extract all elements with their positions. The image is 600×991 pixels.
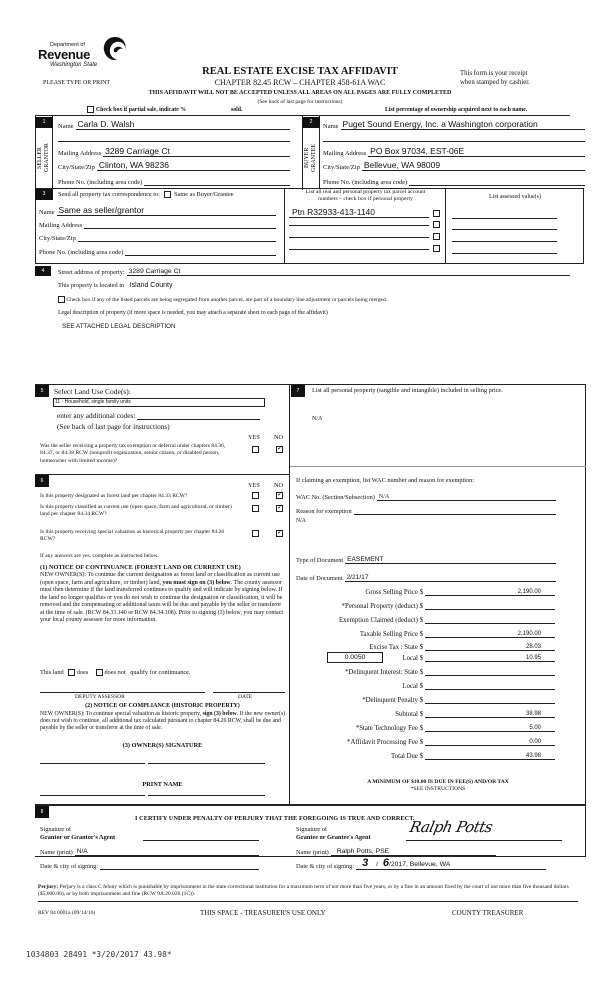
wac-number-value[interactable]: N/A: [377, 494, 556, 501]
buyer-mailing-value[interactable]: PO Box 97034, EST-06E: [368, 146, 585, 157]
ownership-note: List percentage of ownership acquired next to each name.: [385, 107, 528, 113]
land-use-select[interactable]: 11 - Household, single family units: [53, 398, 265, 407]
logo-dept-text: Department of: [50, 42, 85, 48]
buyer-phone-field[interactable]: Phone No. (including area code): [323, 175, 585, 186]
exemption-question: Was the seller receiving a property tax exemption or deferral under chapters 84.36, 84.37, or 84.38 RCW (nonprofit organization, senior citizen, or disabled person, homeowner with limited income)?: [40, 443, 226, 464]
treasurer-stamp: 1034803 28491 *3/20/2017 43.98*: [26, 950, 172, 959]
subtotal-value[interactable]: 38.98: [425, 711, 555, 718]
personal-property-value[interactable]: N/A: [312, 416, 323, 422]
section-4-badge: 4: [35, 266, 51, 276]
seller-phone-value[interactable]: [144, 185, 290, 186]
street-address-value[interactable]: 3289 Carriage Ct: [127, 268, 570, 276]
tax-phone-field[interactable]: Phone No. (including area code): [39, 246, 276, 256]
delinquent-penalty-row[interactable]: *Delinquent Penalty $: [292, 697, 555, 704]
notice-compliance-title: (2) NOTICE OF COMPLIANCE (HISTORIC PROPERTY): [85, 703, 240, 709]
exemption-yes-checkbox[interactable]: [252, 446, 259, 453]
no-header: NO: [274, 434, 284, 441]
assessor-date-label: DATE: [238, 694, 253, 700]
wac-number-field[interactable]: WAC No. (Section/Subsection) N/A: [296, 491, 556, 501]
document-type-field[interactable]: Type of Document EASEMENT: [296, 554, 556, 564]
assessed-value-line[interactable]: [452, 253, 557, 254]
grantee-date-month: 3: [362, 857, 369, 869]
delinquent-interest-local-row[interactable]: Local $: [292, 683, 555, 690]
receipt-note: This form is your receipt when stamped by cashier.: [460, 70, 530, 86]
buyer-name-field[interactable]: Name Puget Sound Energy, Inc. a Washington corporation: [323, 118, 585, 130]
county-treasurer-label: COUNTY TREASURER: [452, 909, 524, 917]
tax-name-value[interactable]: Same as seller/grantor: [57, 205, 276, 216]
section-7-badge: 7: [291, 385, 305, 397]
form-number: REV 84 0001a (09/14/16): [38, 910, 96, 916]
seller-city-field[interactable]: City/State/Zip Clinton, WA 98236: [58, 159, 290, 171]
seller-name-value[interactable]: Carla D. Walsh: [76, 119, 290, 130]
total-due-value[interactable]: 43.98: [425, 753, 555, 760]
notice-continuance-text: NEW OWNER(S): To continue the current designation as forest land or classification as current use (open space, farm and agriculture, or timber) land, you must sign on (3) below. The county assessor must then determine if the land transferred continues to qualify and will indicate by signing below. If the land no longer qualifies or you do not wish to continue the designation or classification, it will be removed and the compensating or additional taxes will be due and payable by the seller or transferor at the time of sale. (RCW 84.33.140 or RCW 84.34.108). Prior to signing (3) below, you may contact your local county assessor for more information.: [40, 572, 284, 623]
current-use-yes-checkbox[interactable]: [252, 505, 259, 512]
notice-compliance-text: NEW OWNER(S): To continue special valuation as historic property, sign (3) below. If the new owner(s) does not wish to continue, all additional tax calculated pursuant to chapter 84.26 RCW, shall be due and payable by the seller or transferor at the time of sale.: [40, 711, 286, 731]
located-in-row: This property is located in Island County: [58, 282, 173, 289]
print-name-line-2[interactable]: [148, 795, 265, 796]
owner-signature-line[interactable]: [40, 763, 145, 764]
see-back-note: (See back of last page for instructions): [57, 422, 170, 431]
grantor-signature-label: Signature of Grantor or Grantor's Agent: [40, 826, 116, 841]
local-rate-box[interactable]: 0.0050: [327, 652, 383, 663]
parcel-row[interactable]: [289, 249, 429, 250]
grantee-signature-label: Signature of Grantee or Grantee's Agent: [296, 826, 371, 841]
seller-phone-field[interactable]: Phone No. (including area code): [58, 175, 290, 186]
buyer-name-line-2[interactable]: [323, 141, 585, 142]
forest-land-no-checkbox[interactable]: [276, 492, 283, 499]
excise-tax-state-value[interactable]: 28.03: [425, 644, 555, 651]
correspondence-header: Send all property tax correspondence to: Same as Buyer/Grantee: [58, 191, 234, 198]
parcel-row[interactable]: [289, 237, 429, 238]
buyer-phone-value[interactable]: [409, 185, 585, 186]
segregation-checkbox[interactable]: [58, 296, 65, 303]
excise-tax-local-value[interactable]: 10.95: [425, 655, 555, 662]
this-land-row: This land does does not qualify for continuance.: [40, 669, 191, 676]
total-due-row[interactable]: Total Due $ 43.98: [292, 753, 555, 760]
historic-yes-checkbox[interactable]: [252, 530, 259, 537]
partial-sale-row: [35, 106, 570, 116]
assessed-value-line[interactable]: [452, 229, 557, 230]
excise-tax-local-row[interactable]: Local $ 10.95: [292, 655, 555, 662]
section-5-badge: 5: [35, 385, 49, 397]
grantee-name-value[interactable]: Ralph Potts, PSE: [331, 848, 496, 856]
grantee-signature[interactable]: Ralph Potts: [408, 818, 495, 836]
personal-property-label: List all personal property (tangible and intangible) included in selling price.: [312, 387, 503, 394]
print-name-line[interactable]: [40, 795, 145, 796]
gross-selling-price-row[interactable]: Gross Selling Price $ 2,190.00: [292, 589, 555, 596]
segregation-row: Check box if any of the listed parcels are being segregated from another parcel, are part of a boundary line adjustment or parcels being merged.: [58, 296, 387, 303]
assessor-date-line[interactable]: [213, 692, 285, 693]
street-address-field[interactable]: Street address of property: 3289 Carriage Ct: [58, 266, 570, 276]
section-2-badge: 2: [302, 117, 320, 128]
assessed-value-line[interactable]: [452, 218, 557, 219]
buyer-city-value[interactable]: Bellevue, WA 98009: [362, 160, 585, 171]
exemption-no-checkbox[interactable]: [276, 446, 283, 453]
forest-land-yes-checkbox[interactable]: [252, 492, 259, 499]
partial-sale-checkbox[interactable]: [87, 106, 94, 113]
tax-city-field[interactable]: City/State/Zip: [39, 232, 276, 242]
please-type-label: PLEASE TYPE OR PRINT: [43, 80, 111, 86]
land-use-label: Select Land Use Code(s):: [54, 387, 131, 396]
yes-header: YES: [248, 434, 260, 441]
exemption-claimed-row[interactable]: Exemption Claimed (deduct) $: [292, 617, 555, 624]
same-as-buyer-checkbox[interactable]: [164, 191, 171, 198]
if-yes-instructions: If any answers are yes, complete as instructed below.: [40, 553, 159, 559]
parcel-number-value[interactable]: Ptn R32933-413-1140: [292, 207, 376, 217]
legal-description-value[interactable]: SEE ATTACHED LEGAL DESCRIPTION: [62, 323, 176, 330]
owner-signature-line-2[interactable]: [148, 763, 265, 764]
buyer-side-label: BUYER GRANTEE: [304, 144, 317, 172]
parcel-row[interactable]: [289, 225, 429, 226]
form-subtitle: CHAPTER 82.45 RCW – CHAPTER 458-61A WAC: [214, 78, 386, 87]
personal-property-deduct-row[interactable]: *Personal Property (deduct) $: [292, 603, 555, 610]
section-8-badge: 8: [35, 806, 49, 818]
see-instructions-note: *SEE INSTRUCTIONS: [410, 786, 466, 792]
state-technology-fee-row[interactable]: *State Technology Fee $ 5.00: [292, 725, 555, 732]
parcels-header: List all real and personal property tax parcel account numbers – check box if personal property: [305, 189, 426, 202]
historic-question: Is this property receiving special valuation as historical property per chapter 84.26 RCW?: [40, 529, 225, 543]
seller-name-line-2[interactable]: [58, 141, 290, 142]
deputy-assessor-label: DEPUTY ASSESSOR: [75, 694, 125, 700]
county-value[interactable]: Island County: [129, 282, 173, 289]
does-not-qualify-checkbox[interactable]: [96, 669, 103, 676]
exemption-divider: [290, 466, 586, 467]
section-3-badge: 3: [35, 189, 53, 200]
grantee-date-rest: /2017, Bellevue, WA: [388, 861, 451, 868]
grantee-date-field[interactable]: Date & city of signing: 3 / 6/2017, Bellevue, WA: [296, 858, 546, 870]
forest-land-question: Is this property designated as forest land per chapter 84.33 RCW?: [40, 493, 188, 499]
affidavit-processing-fee-row[interactable]: *Affidavit Processing Fee $ 0.00: [292, 739, 555, 746]
legal-description-label: Legal description of property (if more space is needed, you may attach a separate sheet to each page of the affidavit): [58, 310, 328, 316]
subtotal-row[interactable]: Subtotal $ 38.98: [292, 711, 555, 718]
dor-swirl-logo-icon: [102, 36, 128, 62]
taxable-selling-price-value[interactable]: 2,190.00: [425, 631, 555, 638]
grantee-date-day: 6: [382, 857, 389, 869]
document-type-value[interactable]: EASEMENT: [345, 556, 556, 564]
exemption-reason-value[interactable]: N/A: [296, 518, 306, 524]
personal-property-checkbox[interactable]: [433, 210, 440, 217]
additional-codes-field[interactable]: enter any additional codes:: [57, 410, 260, 420]
owner-signature-label: (3) OWNER(S) SIGNATURE: [122, 742, 203, 749]
logo-state-text: Washington State: [50, 62, 98, 68]
section-6-box: [35, 474, 290, 804]
grantor-signature-line[interactable]: [143, 840, 259, 841]
parcel-row[interactable]: [289, 207, 429, 218]
delinquent-interest-state-row[interactable]: *Delinquent Interest: State $: [292, 669, 555, 676]
taxable-selling-price-row[interactable]: Taxable Selling Price $ 2,190.00: [292, 631, 555, 638]
seller-mailing-field[interactable]: Mailing Address 3289 Carriage Ct: [58, 145, 290, 157]
personal-property-checkbox[interactable]: [433, 245, 440, 252]
current-use-no-checkbox[interactable]: [276, 505, 283, 512]
deputy-assessor-signature-line[interactable]: [40, 692, 205, 693]
historic-no-checkbox[interactable]: [276, 530, 283, 537]
tax-mailing-field[interactable]: Mailing Address: [39, 219, 276, 229]
grantor-name-value[interactable]: N/A: [75, 848, 259, 856]
instructions-note: (See back of last page for instructions): [257, 99, 343, 105]
assessed-value-line[interactable]: [452, 241, 557, 242]
partial-sale-label: Check box if partial sale, indicate %: [96, 107, 187, 113]
tax-name-field[interactable]: Name Same as seller/grantor: [39, 204, 276, 216]
logo-revenue-text: Revenue: [38, 47, 91, 62]
perjury-notice: Perjury: Perjury is a class C felony which is punishable by imprisonment in the state correctional institution for a maximum term of not more than five years, or by a fine in an amount fixed by the court of not more than five thousand dollars ($5,000.00), or by both imprisonment and fine (RCW 9A.20.020 (1C)).: [38, 884, 578, 902]
affidavit-processing-fee-value[interactable]: 0.00: [425, 739, 555, 746]
seller-side-label: SELLER GRANTOR: [37, 143, 50, 173]
grantor-name-field[interactable]: Name (print) N/A: [40, 846, 259, 856]
document-date-field[interactable]: Date of Document 2/21/17: [296, 572, 556, 582]
does-qualify-checkbox[interactable]: [68, 669, 75, 676]
section-1-badge: 1: [35, 117, 53, 128]
completion-warning: THIS AFFIDAVIT WILL NOT BE ACCEPTED UNLESS ALL AREAS ON ALL PAGES ARE FULLY COMPLETED: [148, 90, 452, 96]
current-use-question: Is this property classified as current use (open space, farm and agricultural, or timber) land per chapter 84.34 RCW?: [40, 504, 232, 518]
buyer-name-value[interactable]: Puget Sound Energy, Inc. a Washington corporation: [341, 119, 585, 130]
grantee-signature-line[interactable]: [406, 840, 562, 841]
state-technology-fee-value[interactable]: 5.00: [425, 725, 555, 732]
section-6-badge: 6: [35, 475, 49, 487]
grantor-date-field[interactable]: Date & city of signing:: [40, 860, 259, 870]
seller-name-field[interactable]: Name Carla D. Walsh: [58, 118, 290, 130]
assessed-header: List assessed value(s): [489, 194, 541, 200]
personal-property-checkbox[interactable]: [433, 233, 440, 240]
buyer-city-field[interactable]: City/State/Zip Bellevue, WA 98009: [323, 159, 585, 171]
minimum-due-note: A MINIMUM OF $10.00 IS DUE IN FEE(S) AND/OR TAX: [367, 779, 509, 785]
form-title: REAL ESTATE EXCISE TAX AFFIDAVIT: [202, 66, 398, 77]
no-header: NO: [274, 482, 284, 489]
document-date-value[interactable]: 2/21/17: [345, 574, 556, 582]
exemption-header: If claiming an exemption, list WAC number and reason for exemption:: [296, 477, 475, 484]
yes-header: YES: [248, 482, 260, 489]
excise-tax-state-row[interactable]: Excise Tax : State $ 28.03: [292, 644, 555, 651]
treasurer-use-label: THIS SPACE - TREASURER'S USE ONLY: [200, 909, 326, 917]
gross-selling-price-value[interactable]: 2,190.00: [425, 589, 555, 596]
buyer-mailing-field[interactable]: Mailing Address PO Box 97034, EST-06E: [323, 145, 585, 157]
seller-mailing-value[interactable]: 3289 Carriage Ct: [103, 146, 290, 157]
print-name-label: PRINT NAME: [142, 781, 183, 788]
grantee-name-field[interactable]: Name (print) Ralph Potts, PSE: [296, 846, 496, 856]
notice-continuance-title: (1) NOTICE OF CONTINUANCE (FOREST LAND OR CURRENT USE): [40, 564, 241, 571]
personal-property-checkbox[interactable]: [433, 221, 440, 228]
partial-sale-sold: sold.: [231, 107, 243, 113]
certify-statement: I CERTIFY UNDER PENALTY OF PERJURY THAT THE FOREGOING IS TRUE AND CORRECT.: [135, 815, 415, 822]
exemption-reason-field[interactable]: Reason for exemption: [296, 505, 556, 515]
seller-city-value[interactable]: Clinton, WA 98236: [97, 160, 290, 171]
